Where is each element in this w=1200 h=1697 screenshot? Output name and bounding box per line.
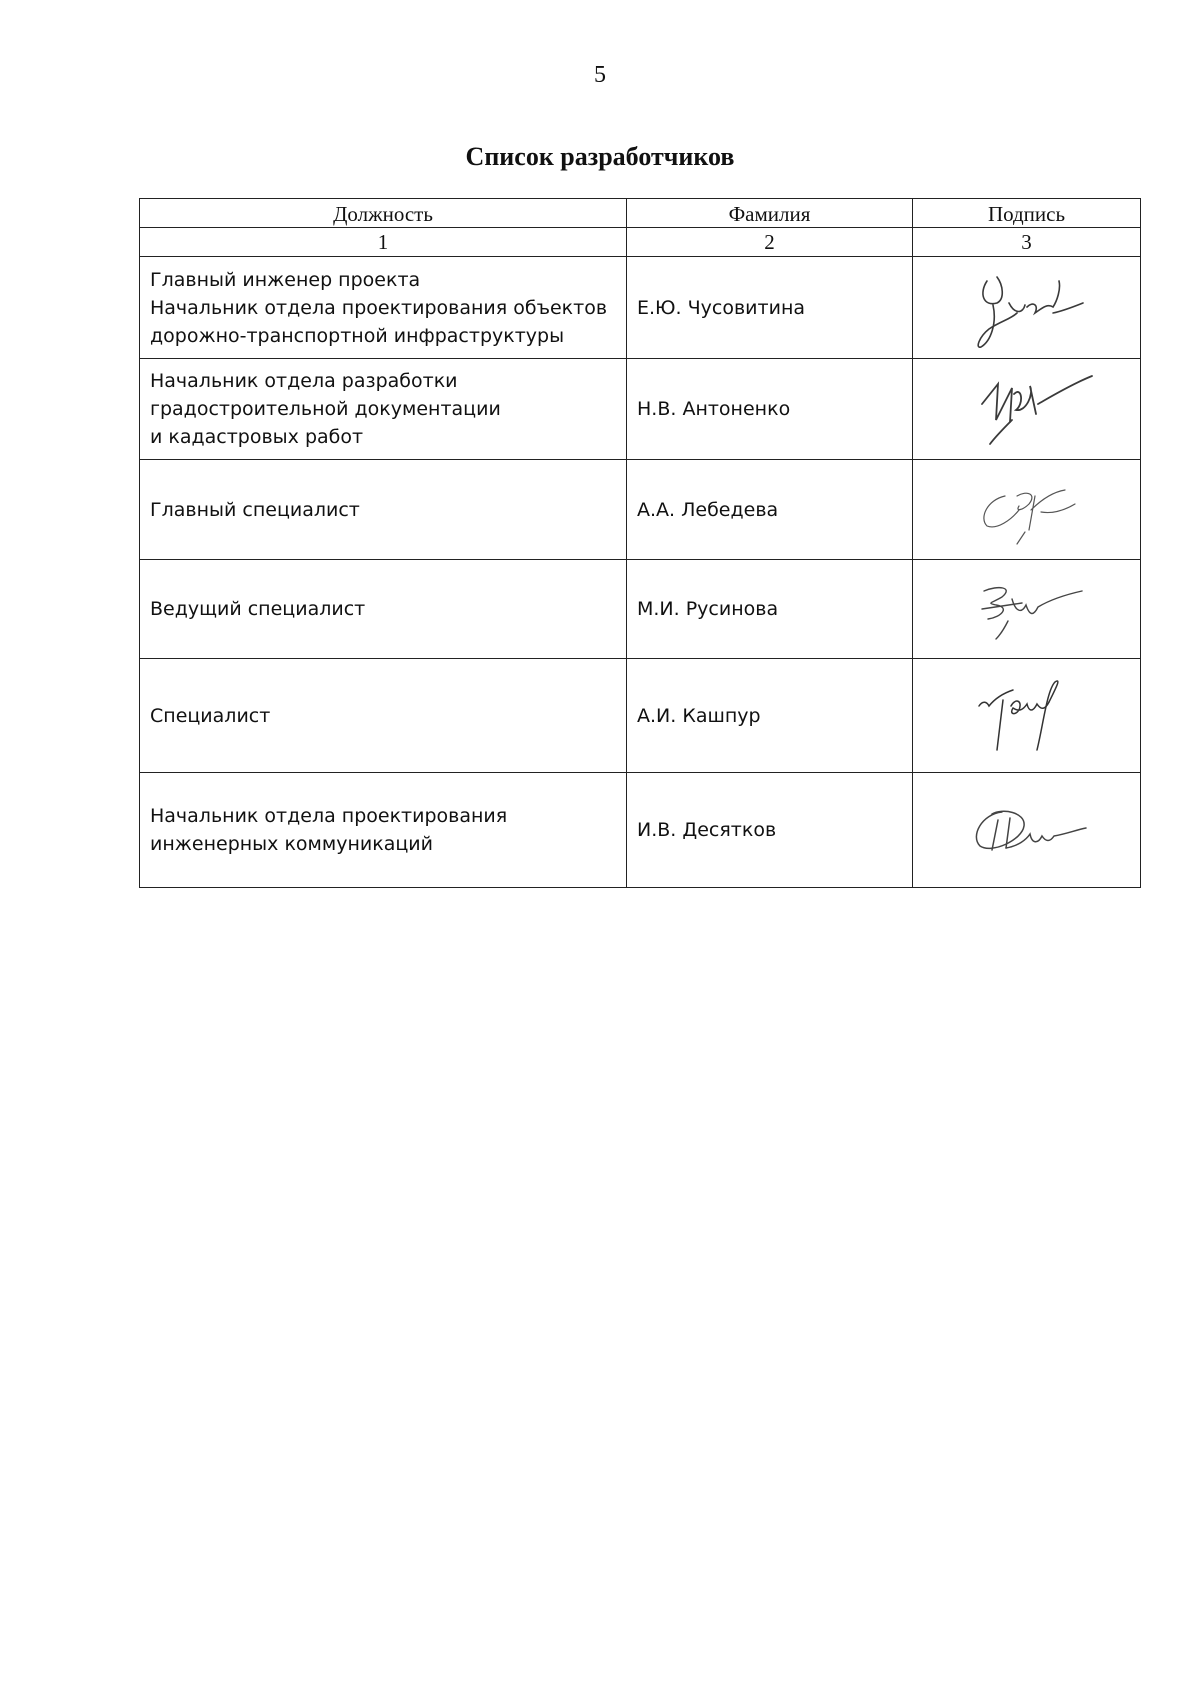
handwritten-signature xyxy=(952,790,1102,870)
column-number-3: 3 xyxy=(913,228,1141,257)
header-position: Должность xyxy=(140,199,627,228)
table-row xyxy=(140,460,1141,560)
table-row xyxy=(140,257,1141,359)
header-surname: Фамилия xyxy=(627,199,913,228)
handwritten-signature xyxy=(957,263,1097,353)
column-number-2: 2 xyxy=(627,228,913,257)
position-line: Специалист xyxy=(150,704,271,727)
page-number: 5 xyxy=(594,62,606,88)
signature-cell xyxy=(913,359,1141,460)
position-line: Главный инженер проекта xyxy=(150,268,421,291)
handwritten-signature xyxy=(952,364,1102,454)
position-line: Главный специалист xyxy=(150,498,360,521)
surname-cell: И.В. Десятков xyxy=(627,773,913,888)
position-line: Начальник отдела разработки xyxy=(150,370,458,392)
handwritten-signature xyxy=(952,569,1102,649)
signature-cell xyxy=(913,257,1141,359)
table-row xyxy=(140,560,1141,659)
position-cell xyxy=(140,257,627,359)
position-line: инженерных коммуникаций xyxy=(150,833,433,855)
position-line: Ведущий специалист xyxy=(150,598,366,620)
signature-cell xyxy=(913,659,1141,773)
developers-table xyxy=(139,198,1141,888)
position-cell xyxy=(140,560,627,659)
position-line: дорожно-транспортной инфраструктуры xyxy=(150,324,565,347)
signature-cell xyxy=(913,773,1141,888)
surname-cell: А.И. Кашпур xyxy=(627,659,913,773)
position-line: Начальник отдела проектирования объектов xyxy=(150,296,608,319)
surname-cell: А.А. Лебедева xyxy=(627,460,913,560)
column-number-row xyxy=(140,228,1141,257)
table-header-row xyxy=(140,199,1141,228)
table-row xyxy=(140,659,1141,773)
header-signature: Подпись xyxy=(913,199,1141,228)
position-cell xyxy=(140,773,627,888)
position-line: и кадастровых работ xyxy=(150,426,364,448)
handwritten-signature xyxy=(957,470,1097,550)
signature-cell xyxy=(913,560,1141,659)
table-row xyxy=(140,773,1141,888)
handwritten-signature xyxy=(957,666,1097,766)
position-line: Начальник отдела проектирования xyxy=(150,805,508,827)
surname-cell: М.И. Русинова xyxy=(627,560,913,659)
surname-cell: Е.Ю. Чусовитина xyxy=(627,257,913,359)
position-cell xyxy=(140,659,627,773)
document-title: Список разработчиков xyxy=(465,142,735,171)
column-number-1: 1 xyxy=(140,228,627,257)
position-cell xyxy=(140,460,627,560)
table-row xyxy=(140,359,1141,460)
position-cell xyxy=(140,359,627,460)
position-line: градостроительной документации xyxy=(150,398,501,420)
surname-cell: Н.В. Антоненко xyxy=(627,359,913,460)
signature-cell xyxy=(913,460,1141,560)
